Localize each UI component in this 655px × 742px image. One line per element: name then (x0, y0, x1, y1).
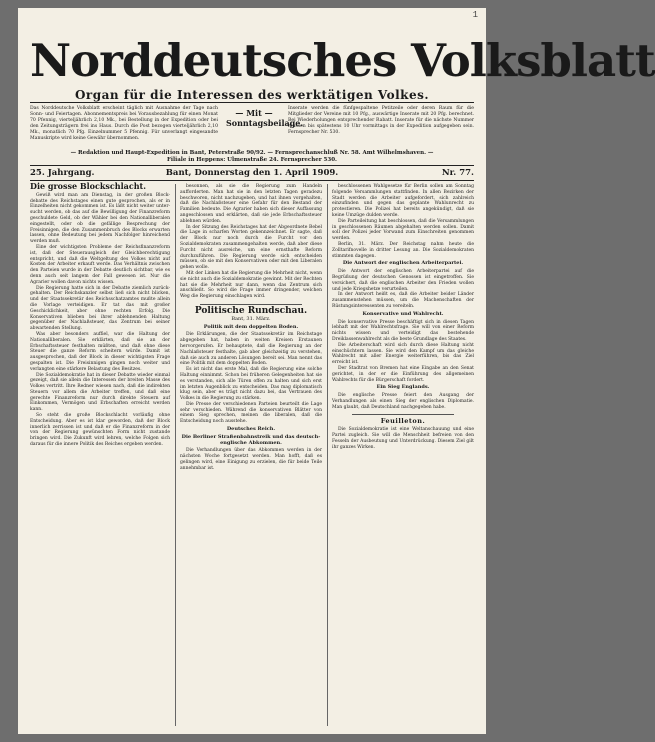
article-continuation-paragraph: Mit der Linken hat die Regierung die Mehrheit nicht, wenn sie nicht auch die Sozialdemokratie gewinnt. Mit der Rechten hat sie die Mehrheit nur dann, wenn das Zentrum sich anschließt. So wird die Frage immer dringender, welchen Weg die Regierung einschlagen wird. (180, 270, 322, 300)
lead-article-paragraph: Die Sozialdemokratie hat in dieser Debatte wieder einmal gezeigt, daß sie allein die Interessen der breiten Masse des Volkes vertritt. Ihre Redner wiesen nach, daß die indirekten Steuern vor allem die Arbeiter treffen, und daß eine gerechte Finanzreform nur durch direkte Steuern auf Einkommen, Vermögen und Erbschaften erreicht werden kann. (30, 372, 170, 413)
political-review-paragraph: Es ist nicht das erste Mal, daß die Regierung eine solche Haltung einnimmt. Schon bei früheren Gelegenheiten hat sie es verstanden, sich alle Türen offen zu halten und sich erst im letzten Augenblick zu entscheiden. Das mag diplomatisch klug sein, aber es trägt nicht dazu bei, das Vertrauen des Volkes in die Regierung zu stärken. (180, 367, 322, 402)
lead-article-title: Die grosse Blockschlacht. (30, 181, 147, 191)
subheading: Konservative und Wahlrecht. (362, 310, 444, 317)
news-paragraph: Die Arbeiterschaft wird sich durch diese Haltung nicht einschüchtern lassen. Sie wird den Kampf um das gleiche Wahlrecht mit aller Energie weiterführen, bis das Ziel erreicht ist. (332, 342, 474, 366)
issue-date: Bant, Donnerstag den 1. April 1909. (165, 168, 339, 178)
subheading: Politik mit dem doppelten Boden. (203, 323, 299, 330)
expedition-line-2: Filiale in Heppens: Ulmenstraße 24. Fernsprecher 530. (167, 157, 337, 163)
column-2 (180, 184, 322, 728)
news-paragraph: Die englische Presse feiert den Ausgang der Verhandlungen als einen Sieg der englischen Diplomatie. Man glaubt, daß Deutschland nachgegeben habe. (332, 393, 474, 410)
news-paragraph: beschlossenen Wahlgesetze für Berlin sollen am Sonntag folgende Versammlungen stattfinden. In allen Bezirken der Stadt werden die Arbeiter aufgefordert, sich zahlreich einzufinden und gegen das geplante Wahlunrecht zu protestieren. Die Polizei hat bereits angekündigt, daß sie keine Umzüge dulden werde. (332, 184, 474, 218)
advertising-info: Inserate werden die fünfgespaltene Petitzeile oder deren Raum für die Mitglieder der Vereine mit 10 Pfg., auswärtige Inserate mit 20 Pfg. berechnet. Bei Wiederholungen entsprechender Rabatt. Inserate für die nächste Nummer müssen bis spätestens 10 Uhr vormittags in der Expedition aufgegeben sein. Fernsprecher Nr. 530. (288, 106, 474, 135)
sunday-supplement-box: — Mit — Sonntagsbeilage. (226, 108, 304, 128)
scan-mark: 1 (472, 10, 478, 20)
section-divider (352, 414, 454, 415)
lead-article-paragraph: Gewiß wird man am Dienstag, in der großen Block- debatte des Reichstages einen gute gesprochen, als er in Einzelheiten nicht gekommen ist. Es läßt nicht weiter unter- sucht werden, ob das auf die Bewilligung der Finanzreform geschuldete Geld, ob der Wähler bei den Nationalliberalen eingestellt, oder ob die gefällige Besprechung der Freisinnigen, die den Zusammenbruch des Blocks erwarten lassen, ohne Bedeutung bei jedem Nachfolger hinreichend werden muß. (30, 192, 170, 245)
political-review-dateline: Bant, 31. März. (231, 315, 271, 322)
column-1 (30, 181, 170, 728)
subheading: Deutsches Reich. (226, 426, 276, 433)
news-paragraph: Die Antwort der englischen Arbeiterpartei auf die Begrüßung der deutschen Genossen ist eingetroffen. Sie versichert, daß die englischen Arbeiter den Frieden wollen und jede Kriegshetze verurteilen. (332, 269, 474, 292)
political-review-title: Politische Rundschau. (194, 305, 308, 316)
political-review-paragraph: Die Presse der verschiedenen Parteien beurteilt die Lage sehr verschieden. Während die konservativen Blätter von einem Sieg sprechen, meinen die liberalen, daß die Entscheidung noch ausstehe. (180, 401, 322, 425)
news-paragraph: Die Parteileitung hat beschlossen, daß die Versammlungen in geschlossenen Räumen abgehalten werden sollen. Damit soll der Polizei jeder Vorwand zum Einschreiten genommen werden. (332, 218, 474, 242)
issue-number: Nr. 77. (441, 168, 474, 178)
dateline-rule-top (30, 165, 474, 166)
masthead-subtitle: Organ für die Interessen des werktätigen Volkes. (74, 88, 430, 102)
dateline (30, 168, 474, 178)
column-3 (332, 184, 474, 728)
lead-article-paragraph: Was aber besonders auffiel, war die Haltung der Nationalliberalen. Sie erklärten, daß sie an der Erbschaftssteuer festhalten müßten, und daß ohne diese Steuer die ganze Reform scheitern würde. Damit ist ausgesprochen, daß der Block in dieser wichtigsten Frage gespalten ist. Die Freisinnigen gingen noch weiter und verlangten eine stärkere Belastung des Besitzes. (30, 331, 170, 372)
subheading: Ein Sieg Englands. (376, 384, 430, 391)
volume-number: 25. Jahrgang. (30, 168, 95, 178)
expedition-line-1: — Redaktion und Haupt-Expedition in Bant, Peterstraße 90/92. — Fernsprechanschluß Nr. 58. Amt Wilhelmshaven. — (70, 150, 434, 156)
header-rule-top (30, 102, 474, 103)
news-paragraph: In der Antwort heißt es, daß die Arbeiter beider Länder zusammenstehen müssen, um die Machenschaften der Rüstungsinteressenten zu vereiteln. (332, 292, 474, 309)
news-paragraph: Die konservative Presse beschäftigt sich in diesen Tagen lebhaft mit der Wahlrechtsfrage. Sie will von einer Reform nichts wissen und verteidigt das bestehende Dreiklassenwahlrecht als die beste Grundlage des Staates. (332, 319, 474, 342)
political-review-paragraph: Die Verhandlungen über das Abkommen werden in der nächsten Woche fortgesetzt werden. Man hofft, daß es gelingen wird, eine Einigung zu erzielen, die für beide Teile annehmbar ist. (180, 448, 322, 471)
lead-article-paragraph: So steht die große Blockschlacht vorläufig ohne Entscheidung. Aber es ist klar geworden, daß der Block innerlich zerrissen ist und daß er die Finanzreform in der von der Regierung gewünschten Form nicht zustande bringen wird. Die Zukunft wird lehren, welche Folgen sich daraus für die innere Politik des Reiches ergeben werden. (30, 413, 170, 448)
column-rule-1 (175, 184, 176, 726)
newspaper-page (18, 8, 655, 734)
subscription-info: Das Norddeutsche Volksblatt erscheint täglich mit Ausnahme der Tage nach Sonn- und Feiertagen. Abonnementspreis bei Vorausbezahlung für einen Monat 70 Pfennig, vierteljährlich 2,10 Mk., bei Bestellung in der Expedition oder bei den Zeitungsträgern frei ins Haus. Durch die Post bezogen vierteljährlich 2,10 Mk., monatlich 70 Pfg. Einzelnummer 5 Pfennig. Für unverlangt eingesandte Manuskripte wird keine Gewähr übernommen. (30, 106, 218, 141)
lead-article-paragraph: Die Regierung hatte sich in der Debatte ziemlich zurück- gehalten. Der Reichskanzler selbst ließ sich nicht blicken, und der Staatssekretär des Reichsschatzamtes mußte allein die Vorlage verteidigen. Er tat das mit großer Geschicklichkeit, aber ohne rechten Erfolg. Die Konservativen blieben bei ihrer ablehnenden Haltung gegenüber der Nachlaßsteuer, das Zentrum bei seiner abwartenden Stellung. (30, 285, 170, 332)
feuilleton-title: Feuilleton. (380, 417, 426, 426)
article-continuation-paragraph: In der Sitzung des Reichstages hat der Abgeordnete Bebel die Lage in scharfen Worten gekennzeichnet. Er sagte, daß der Block nur noch durch die Furcht vor den Sozialdemokraten zusammengehalten werde, daß aber diese Furcht nicht ausreiche, um eine ernsthafte Reform durchzuführen. Die Regierung werde sich entscheiden müssen, ob sie mit den Konservativen oder mit den Liberalen gehen wolle. (180, 224, 322, 271)
political-review-paragraph: Die Erklärungen, die der Staatssekretär im Reichstage abgegeben hat, haben in weiten Kreisen Erstaunen hervorgerufen. Er behauptete, daß die Regierung an der Nachlaßsteuer festhalte, gab aber gleichzeitig zu verstehen, daß sie auch zu anderen Lösungen bereit sei. Man nennt das eine Politik mit dem doppelten Boden. (180, 332, 322, 367)
subheading: Die Antwort der englischen Arbeiterpartei. (342, 260, 464, 267)
subheading: Die Berliner Straßenbahnstreik und das deutsch-englische Abkommen. (181, 433, 321, 446)
section-divider (200, 304, 302, 305)
expedition-info (30, 150, 474, 164)
feuilleton-paragraph: Die Sozialdemokratie ist eine Weltanschauung und eine Partei zugleich. Sie will die Menschheit befreien von den Fesseln der Ausbeutung und Unterdrückung. Diesem Ziel gilt ihr ganzes Wirken. (332, 427, 474, 450)
lead-article-paragraph: Eine der wichtigsten Probleme der Reichsfinanzreform ist, daß der Steuerausgleich der Gleichberechtigung entspricht, und daß die Weltgeltung des Volkes nicht auf Kosten der Arbeiter erkauft werde. Das Verhältnis zwischen den Parteien wurde in der Debatte deutlich sichtbar, wie es denn auch seit langem der Fall gewesen ist. Nur die Agrarier wollen davon nichts wissen. (30, 244, 170, 285)
masthead-title: Norddeutsches Volksblatt (30, 34, 655, 87)
news-item-berlin: Berlin, 31. März. Der Reichstag nahm heute die Zolltarifnovelle in dritter Lesung an. Die Sozialdemokraten stimmten dagegen. (332, 241, 474, 259)
article-continuation-paragraph: besonnen, als sie die Regierung zum Handeln aufforderten. Man hat sie in den letzten Tagen geradezu beschworen, nicht nachzugeben, und hat ihnen vorgehalten, daß die Nachlaßsteuer eine Gefahr für den Bestand der Familien bedeute. Die Agrarier haben sich dieser Auffassung angeschlossen und erklärten, daß sie jede Erbschaftssteuer ablehnen würden. (180, 184, 322, 224)
column-rule-2 (327, 184, 328, 726)
news-paragraph: Der Stadtrat von Bremen hat eine Eingabe an den Senat gerichtet, in der er die Einführung des allgemeinen Wahlrechts für die Bürgerschaft fordert. (332, 365, 474, 383)
